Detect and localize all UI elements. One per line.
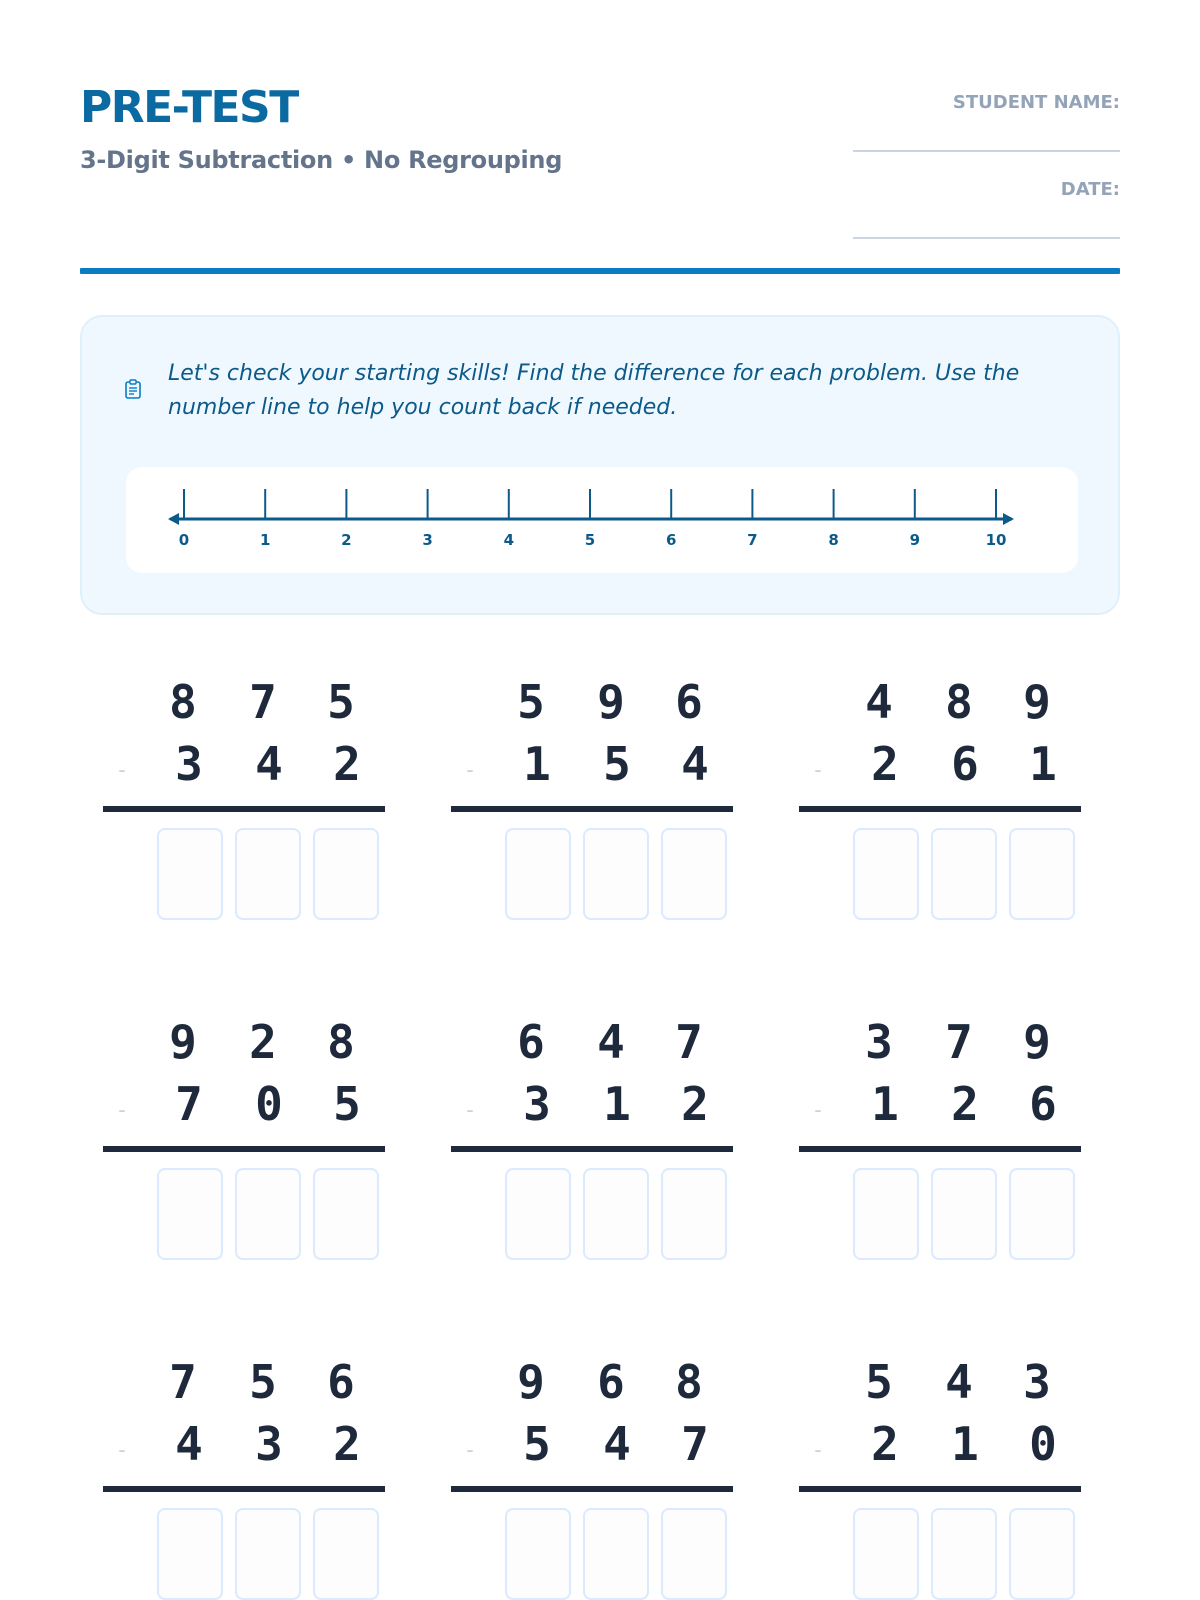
minuend-digit: 2 bbox=[249, 1015, 277, 1069]
subtrahend-digit: 3 bbox=[175, 737, 203, 791]
answer-rule bbox=[799, 1486, 1081, 1492]
worksheet-header bbox=[80, 82, 1120, 272]
minuend-digit: 8 bbox=[169, 675, 197, 729]
page-title: PRE-TEST bbox=[80, 82, 298, 133]
subtrahend-digit: 4 bbox=[255, 737, 283, 791]
subtrahend-digit: 5 bbox=[333, 1077, 361, 1131]
minuend-digit: 3 bbox=[1023, 1355, 1051, 1409]
number-line-arrow-left bbox=[168, 513, 179, 525]
minuend-digit: 9 bbox=[517, 1355, 545, 1409]
answer-box[interactable] bbox=[157, 828, 223, 920]
answer-box[interactable] bbox=[235, 1508, 301, 1600]
minuend-digit: 4 bbox=[865, 675, 893, 729]
minuend-digit: 9 bbox=[1023, 1015, 1051, 1069]
answer-box[interactable] bbox=[1009, 1168, 1075, 1260]
subtraction-problem bbox=[103, 670, 385, 920]
subtrahend-digit: 7 bbox=[175, 1077, 203, 1131]
number-line-tick-label: 9 bbox=[909, 531, 921, 549]
subtraction-problem bbox=[103, 1350, 385, 1600]
subtrahend-digit: 1 bbox=[951, 1417, 979, 1471]
minuend-digit: 9 bbox=[597, 675, 625, 729]
answer-box[interactable] bbox=[853, 1508, 919, 1600]
date-line[interactable] bbox=[853, 237, 1120, 239]
answer-box[interactable] bbox=[853, 828, 919, 920]
subtrahend-digit: 1 bbox=[523, 737, 551, 791]
subtrahend-digit: 4 bbox=[681, 737, 709, 791]
subtrahend-digit: 1 bbox=[871, 1077, 899, 1131]
number-line bbox=[126, 467, 1078, 573]
minuend-digit: 4 bbox=[945, 1355, 973, 1409]
number-line-tick-label: 10 bbox=[985, 531, 1007, 549]
minuend-digit: 8 bbox=[327, 1015, 355, 1069]
clipboard-icon bbox=[124, 379, 142, 399]
answer-rule bbox=[799, 806, 1081, 812]
minuend-digit: 4 bbox=[597, 1015, 625, 1069]
subtrahend-digit: 2 bbox=[871, 1417, 899, 1471]
number-line-tick-label: 1 bbox=[259, 531, 271, 549]
minus-sign: - bbox=[463, 1098, 477, 1123]
minuend-digit: 5 bbox=[327, 675, 355, 729]
subtrahend-digit: 2 bbox=[951, 1077, 979, 1131]
subtraction-problem bbox=[451, 1350, 733, 1600]
subtrahend-digit: 0 bbox=[255, 1077, 283, 1131]
answer-box[interactable] bbox=[583, 1508, 649, 1600]
minuend-digit: 7 bbox=[945, 1015, 973, 1069]
subtrahend-digit: 1 bbox=[1029, 737, 1057, 791]
answer-box[interactable] bbox=[313, 1508, 379, 1600]
subtraction-problem bbox=[799, 1010, 1081, 1260]
minus-sign: - bbox=[115, 1438, 129, 1463]
subtrahend-digit: 5 bbox=[603, 737, 631, 791]
subtrahend-digit: 3 bbox=[255, 1417, 283, 1471]
minuend-digit: 9 bbox=[169, 1015, 197, 1069]
answer-rule bbox=[103, 806, 385, 812]
answer-box[interactable] bbox=[313, 828, 379, 920]
subtrahend-digit: 4 bbox=[175, 1417, 203, 1471]
answer-box[interactable] bbox=[661, 1508, 727, 1600]
page-subtitle: 3-Digit Subtraction • No Regrouping bbox=[80, 146, 563, 174]
answer-box[interactable] bbox=[931, 828, 997, 920]
subtrahend-digit: 4 bbox=[603, 1417, 631, 1471]
subtraction-problem bbox=[799, 1350, 1081, 1600]
minuend-digit: 8 bbox=[675, 1355, 703, 1409]
minuend-digit: 5 bbox=[517, 675, 545, 729]
answer-rule bbox=[103, 1146, 385, 1152]
answer-box[interactable] bbox=[505, 1508, 571, 1600]
answer-box[interactable] bbox=[1009, 1508, 1075, 1600]
subtrahend-digit: 2 bbox=[333, 1417, 361, 1471]
answer-box[interactable] bbox=[235, 828, 301, 920]
minus-sign: - bbox=[115, 1098, 129, 1123]
minuend-digit: 8 bbox=[945, 675, 973, 729]
subtrahend-digit: 5 bbox=[523, 1417, 551, 1471]
answer-box[interactable] bbox=[853, 1168, 919, 1260]
minus-sign: - bbox=[463, 1438, 477, 1463]
student-name-label: STUDENT NAME: bbox=[952, 92, 1120, 113]
header-divider bbox=[80, 268, 1120, 274]
subtrahend-digit: 1 bbox=[603, 1077, 631, 1131]
minuend-digit: 5 bbox=[249, 1355, 277, 1409]
number-line-tick-label: 3 bbox=[422, 531, 433, 549]
minuend-digit: 9 bbox=[1023, 675, 1051, 729]
subtrahend-digit: 2 bbox=[871, 737, 899, 791]
answer-box[interactable] bbox=[505, 1168, 571, 1260]
answer-box[interactable] bbox=[583, 1168, 649, 1260]
minuend-digit: 6 bbox=[675, 675, 703, 729]
minus-sign: - bbox=[811, 758, 825, 783]
minuend-digit: 5 bbox=[865, 1355, 893, 1409]
answer-box[interactable] bbox=[505, 828, 571, 920]
date-label: DATE: bbox=[1060, 179, 1120, 200]
answer-rule bbox=[451, 806, 733, 812]
answer-box[interactable] bbox=[157, 1168, 223, 1260]
number-line-card bbox=[126, 467, 1078, 573]
answer-box[interactable] bbox=[661, 1168, 727, 1260]
number-line-tick-label: 4 bbox=[503, 531, 515, 549]
minuend-digit: 6 bbox=[597, 1355, 625, 1409]
number-line-tick-label: 8 bbox=[828, 531, 839, 549]
answer-box[interactable] bbox=[157, 1508, 223, 1600]
subtrahend-digit: 2 bbox=[681, 1077, 709, 1131]
subtrahend-digit: 7 bbox=[681, 1417, 709, 1471]
subtraction-problem bbox=[103, 1010, 385, 1260]
subtrahend-digit: 6 bbox=[1029, 1077, 1057, 1131]
answer-box[interactable] bbox=[931, 1168, 997, 1260]
minus-sign: - bbox=[811, 1098, 825, 1123]
subtrahend-digit: 2 bbox=[333, 737, 361, 791]
subtraction-problem bbox=[451, 670, 733, 920]
instructions-panel bbox=[80, 315, 1120, 615]
number-line-tick-label: 5 bbox=[584, 531, 596, 549]
answer-box[interactable] bbox=[235, 1168, 301, 1260]
subtrahend-digit: 6 bbox=[951, 737, 979, 791]
number-line-tick-label: 7 bbox=[747, 531, 758, 549]
number-line-tick-label: 0 bbox=[178, 531, 190, 549]
answer-rule bbox=[451, 1486, 733, 1492]
subtrahend-digit: 0 bbox=[1029, 1417, 1057, 1471]
answer-box[interactable] bbox=[1009, 828, 1075, 920]
minuend-digit: 7 bbox=[675, 1015, 703, 1069]
minuend-digit: 6 bbox=[517, 1015, 545, 1069]
minuend-digit: 6 bbox=[327, 1355, 355, 1409]
answer-rule bbox=[103, 1486, 385, 1492]
minuend-digit: 7 bbox=[169, 1355, 197, 1409]
minuend-digit: 7 bbox=[249, 675, 277, 729]
minuend-digit: 3 bbox=[865, 1015, 893, 1069]
answer-box[interactable] bbox=[661, 828, 727, 920]
number-line-tick-label: 2 bbox=[341, 531, 352, 549]
answer-rule bbox=[799, 1146, 1081, 1152]
answer-box[interactable] bbox=[583, 828, 649, 920]
answer-box[interactable] bbox=[931, 1508, 997, 1600]
instructions-text: Let's check your starting skills! Find the difference for each problem. Use the number line to help you count back if needed. bbox=[168, 361, 1020, 420]
minus-sign: - bbox=[463, 758, 477, 783]
minus-sign: - bbox=[115, 758, 129, 783]
subtraction-problem bbox=[451, 1010, 733, 1260]
number-line-arrow-right bbox=[1003, 513, 1014, 525]
number-line-tick-label: 6 bbox=[665, 531, 677, 549]
minus-sign: - bbox=[811, 1438, 825, 1463]
subtraction-problem bbox=[799, 670, 1081, 920]
answer-rule bbox=[451, 1146, 733, 1152]
student-name-line[interactable] bbox=[853, 150, 1120, 152]
subtrahend-digit: 3 bbox=[523, 1077, 551, 1131]
answer-box[interactable] bbox=[313, 1168, 379, 1260]
